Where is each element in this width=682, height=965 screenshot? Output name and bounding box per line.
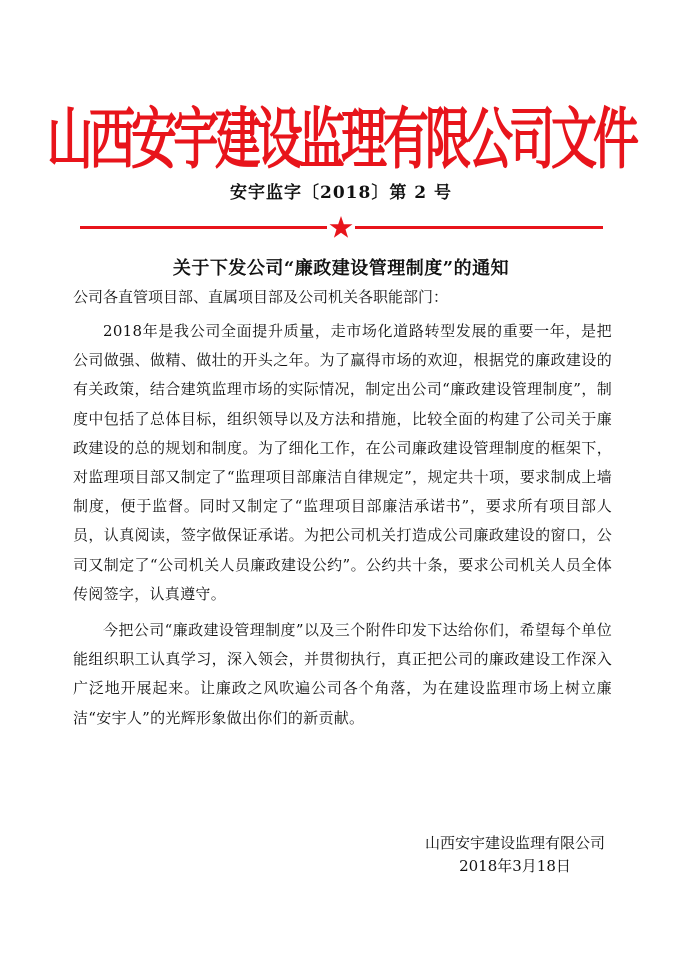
signature-date: 2018年3月18日 <box>459 857 571 875</box>
signature-block <box>420 832 610 878</box>
red-star-icon <box>329 216 353 238</box>
document-number: 安宇监字〔2018〕第 2 号 <box>230 183 452 203</box>
org-masthead-title: 山西安宇建设监理有限公司文件 <box>47 99 635 179</box>
notice-title: 关于下发公司“廉政建设管理制度”的通知 <box>172 258 510 279</box>
red-divider-right <box>355 226 603 229</box>
notice-body <box>73 317 612 740</box>
body-paragraph-2: 今把公司“廉政建设管理制度”以及三个附件印发下达给你们，希望每个单位能组织职工认真学习，深入领会，并贯彻执行，真正把公司的廉政建设工作深入广泛地开展起来。让廉政之风吹遍公司各个角落，为在建设监理市场上树立廉洁“安宇人”的光辉形象做出你们的新贡献。 <box>73 621 612 727</box>
red-divider-left <box>80 226 327 229</box>
body-paragraph-1: 2018年是我公司全面提升质量，走市场化道路转型发展的重要一年，是把公司做强、做精、做壮的开头之年。为了赢得市场的欢迎，根据党的廉政建设的有关政策，结合建筑监理市场的实际情况，制定出公司“廉政建设管理制度”，制度中包括了总体目标，组织领导以及方法和措施，比较全面的构建了公司关于廉政建设的总的规划和制度。为了细化工作，在公司廉政建设管理制度的框架下，对监理项目部又制定了“监理项目部廉洁自律规定”，规定共十项，要求制成上墙制度，便于监督。同时又制定了“监理项目部廉洁承诺书”，要求所有项目部人员，认真阅读，签字做保证承诺。为把公司机关打造成公司廉政建设的窗口，公司又制定了“公司机关人员廉政建设公约”。公约共十条，要求公司机关人员全体传阅签字，认真遵守。 <box>73 322 612 603</box>
salutation: 公司各直管项目部、直属项目部及公司机关各职能部门： <box>73 288 449 306</box>
signature-company: 山西安宇建设监理有限公司 <box>424 834 605 852</box>
